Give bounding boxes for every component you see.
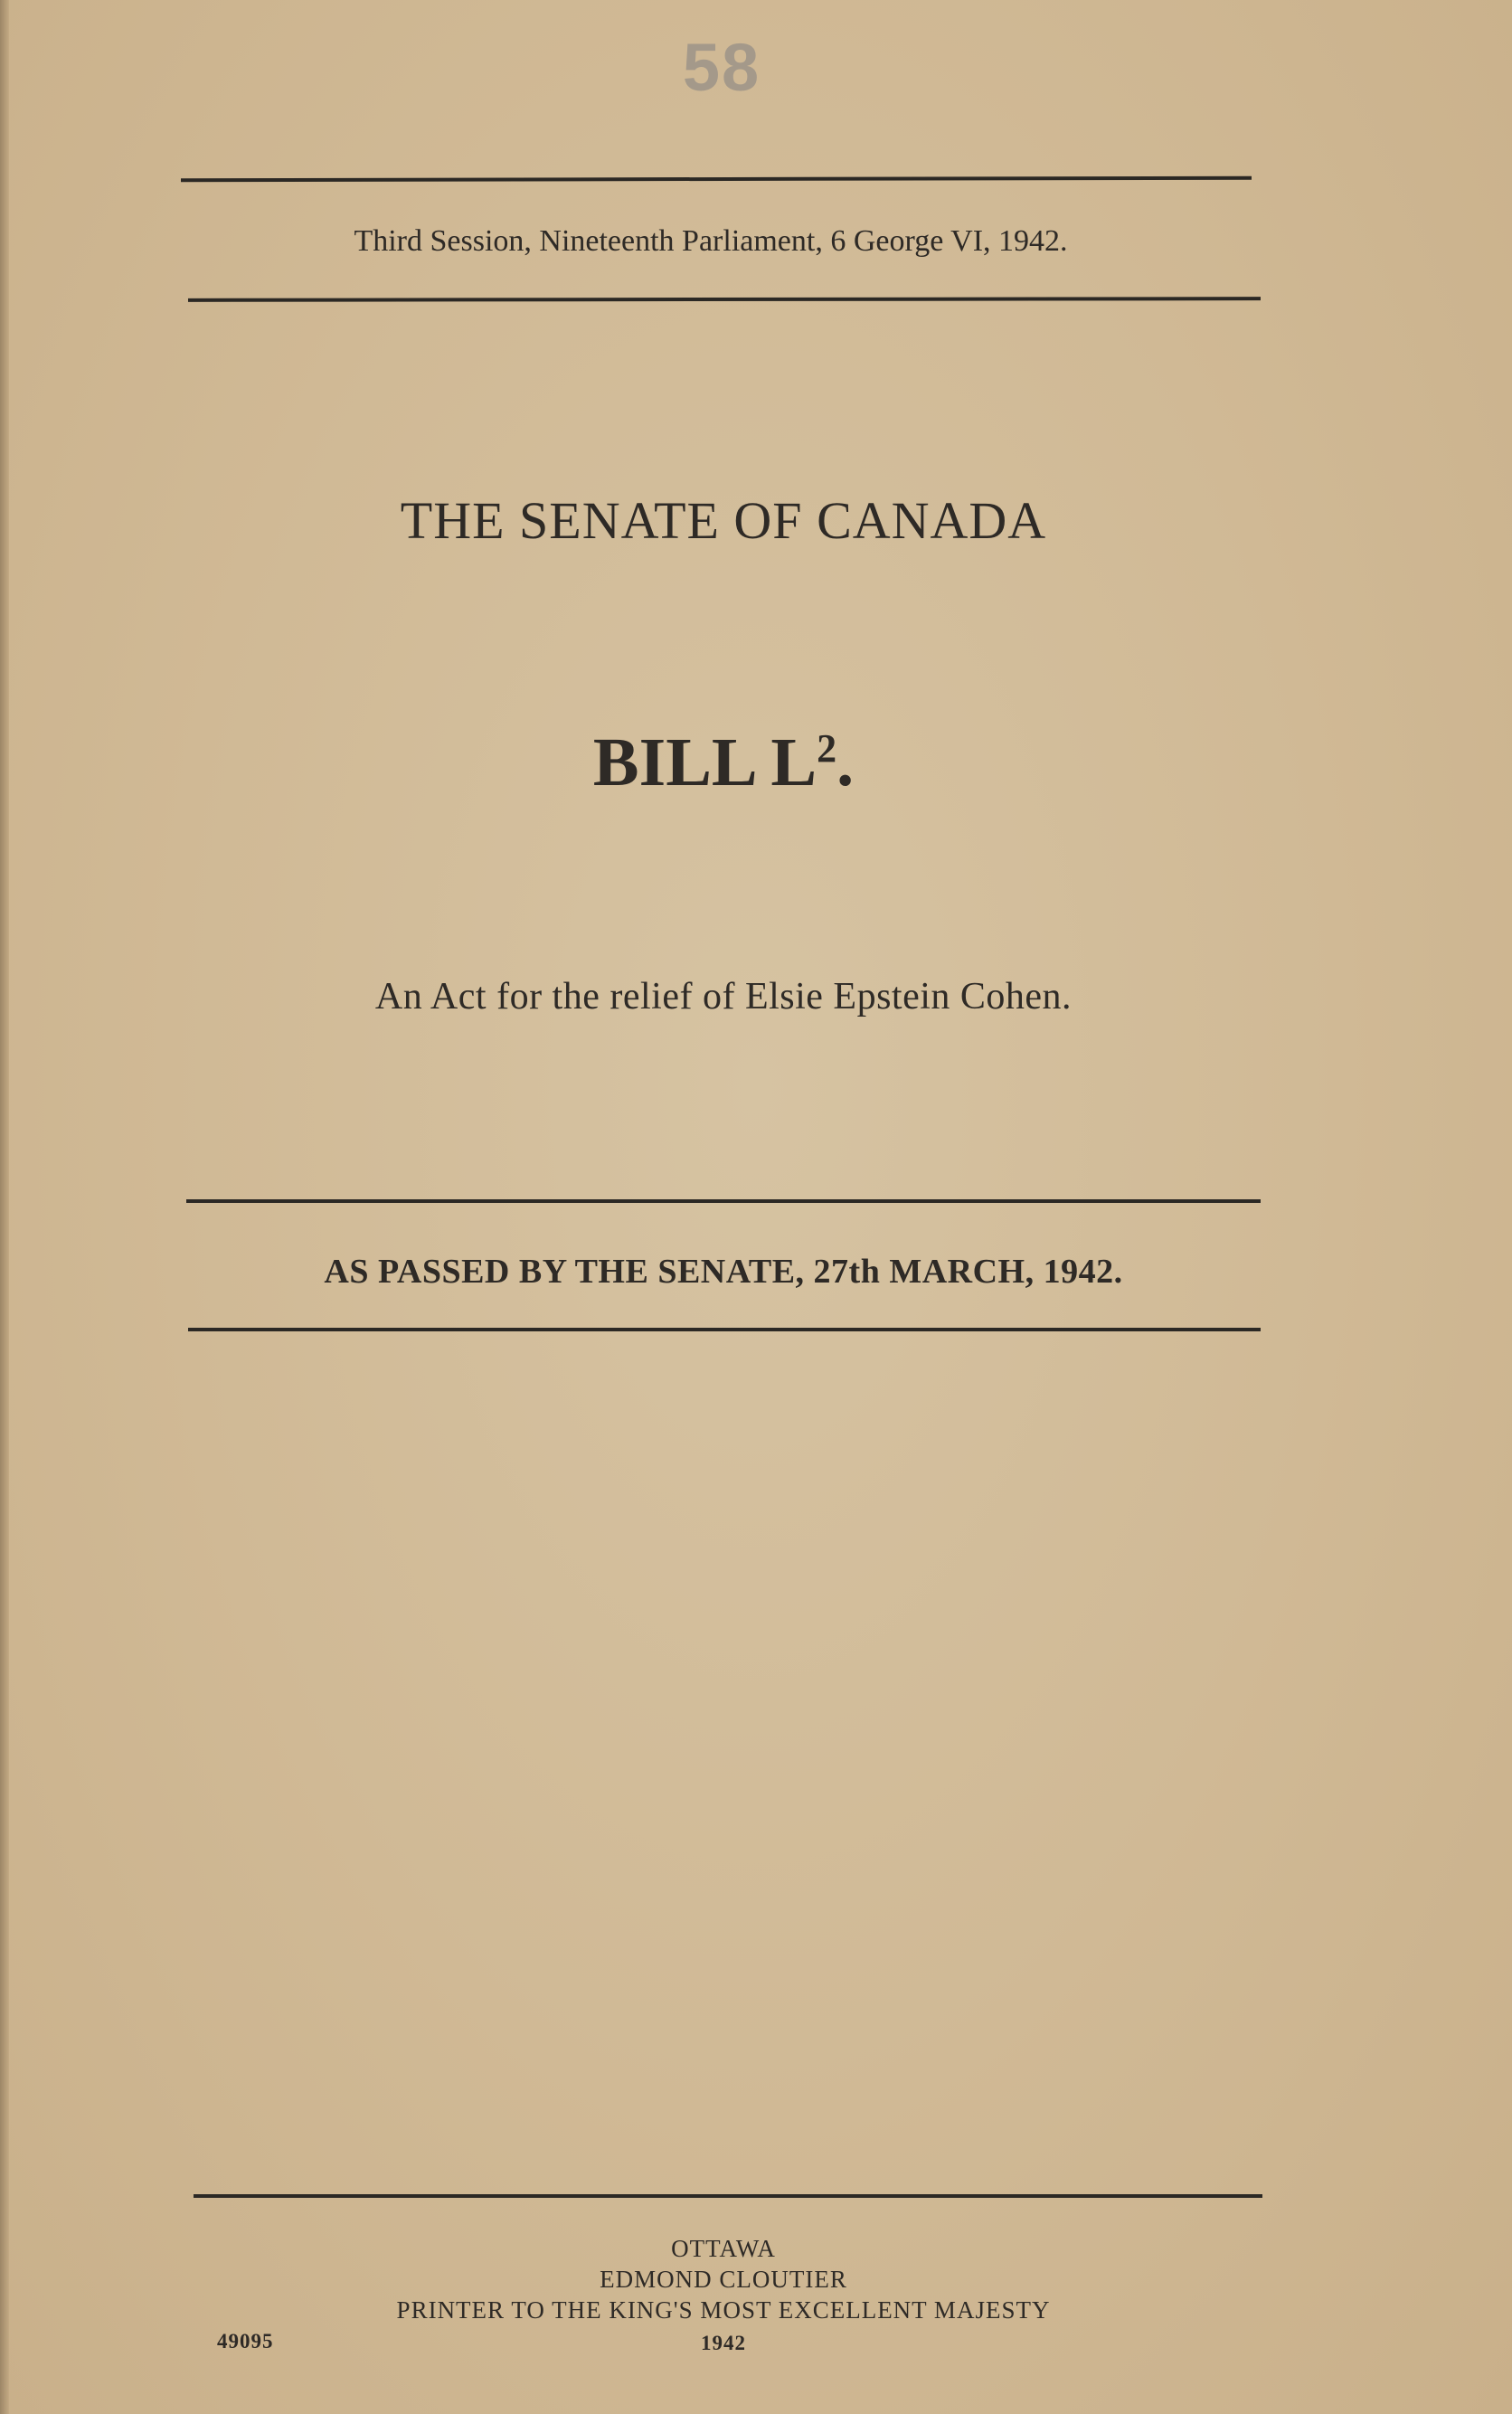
status-top-rule	[186, 1199, 1261, 1203]
imprint-top-rule	[194, 2194, 1262, 2198]
bill-title-suffix: .	[836, 724, 855, 800]
senate-heading: THE SENATE OF CANADA	[400, 491, 1047, 550]
archive-stamp-number: 58	[682, 30, 761, 105]
imprint-printer-title: PRINTER TO THE KING'S MOST EXCELLENT MAJESTY	[396, 2296, 1051, 2324]
page-spine-edge	[0, 0, 9, 2414]
bill-title-prefix: BILL L	[592, 724, 817, 800]
imprint-year: 1942	[701, 2332, 746, 2354]
imprint-city: OTTAWA	[671, 2235, 776, 2262]
status-bottom-rule	[188, 1328, 1261, 1331]
bill-title	[0, 724, 1479, 802]
header-top-rule	[181, 176, 1252, 182]
imprint-printer: EDMOND CLOUTIER	[600, 2266, 847, 2293]
session-line: Third Session, Nineteenth Parliament, 6 George VI, 1942.	[354, 224, 1068, 258]
printer-job-number: 49095	[217, 2330, 274, 2352]
bill-title-superscript: 2	[817, 726, 837, 771]
header-bottom-rule	[188, 297, 1261, 302]
passed-status-line: AS PASSED BY THE SENATE, 27th MARCH, 1942.	[324, 1253, 1123, 1291]
act-description: An Act for the relief of Elsie Epstein Cohen.	[374, 976, 1073, 1018]
